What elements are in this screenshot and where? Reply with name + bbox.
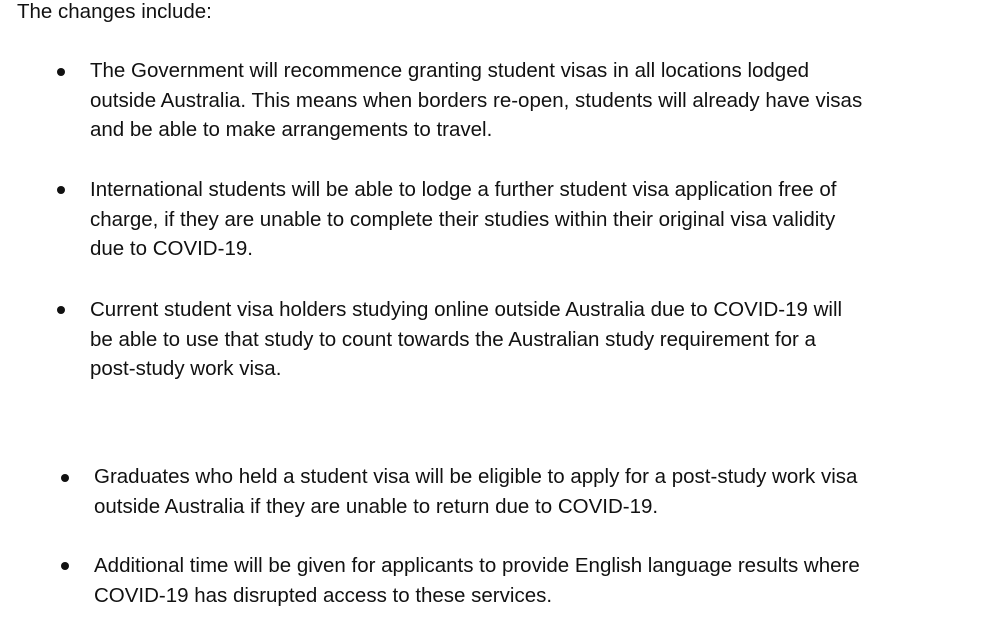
bullet-icon: [57, 186, 65, 194]
list-item-line: due to COVID-19.: [90, 237, 253, 260]
intro-text: The changes include:: [17, 0, 212, 23]
bullet-icon: [57, 68, 65, 76]
list-item-text: [90, 295, 842, 384]
list-item-line: post-study work visa.: [90, 357, 282, 380]
list-item-line: outside Australia. This means when borders re-open, students will already have visas: [90, 88, 863, 112]
list-item: [90, 56, 862, 145]
list-item-line: International students will be able to lodge a further student visa application free of: [90, 178, 837, 201]
bullet-icon: [57, 306, 65, 314]
list-item-line: outside Australia if they are unable to return due to COVID-19.: [94, 494, 659, 518]
list-item-line: charge, if they are unable to complete their studies within their original visa validity: [90, 207, 836, 231]
list-item-line: The Government will recommence granting student visas in all locations lodged: [90, 59, 810, 82]
list-item-line: be able to use that study to count towards the Australian study requirement for a: [90, 327, 816, 351]
list-item: [90, 175, 836, 264]
list-item: [94, 462, 857, 521]
list-item-line: Current student visa holders studying online outside Australia due to COVID-19 will: [90, 298, 843, 321]
list-item-line: and be able to make arrangements to travel.: [90, 118, 493, 141]
bullet-icon: [61, 562, 69, 570]
list-item-text: [90, 175, 836, 264]
list-item: [90, 295, 842, 384]
list-item-text: [90, 56, 862, 145]
list-item-text: [94, 462, 857, 521]
list-item-line: COVID-19 has disrupted access to these services.: [94, 583, 553, 607]
bullet-icon: [61, 474, 69, 482]
list-item: [94, 551, 860, 610]
list-item-text: [94, 551, 860, 610]
list-item-line: Graduates who held a student visa will be eligible to apply for a post-study work visa: [94, 465, 858, 488]
list-item-line: Additional time will be given for applicants to provide English language results where: [94, 554, 860, 577]
